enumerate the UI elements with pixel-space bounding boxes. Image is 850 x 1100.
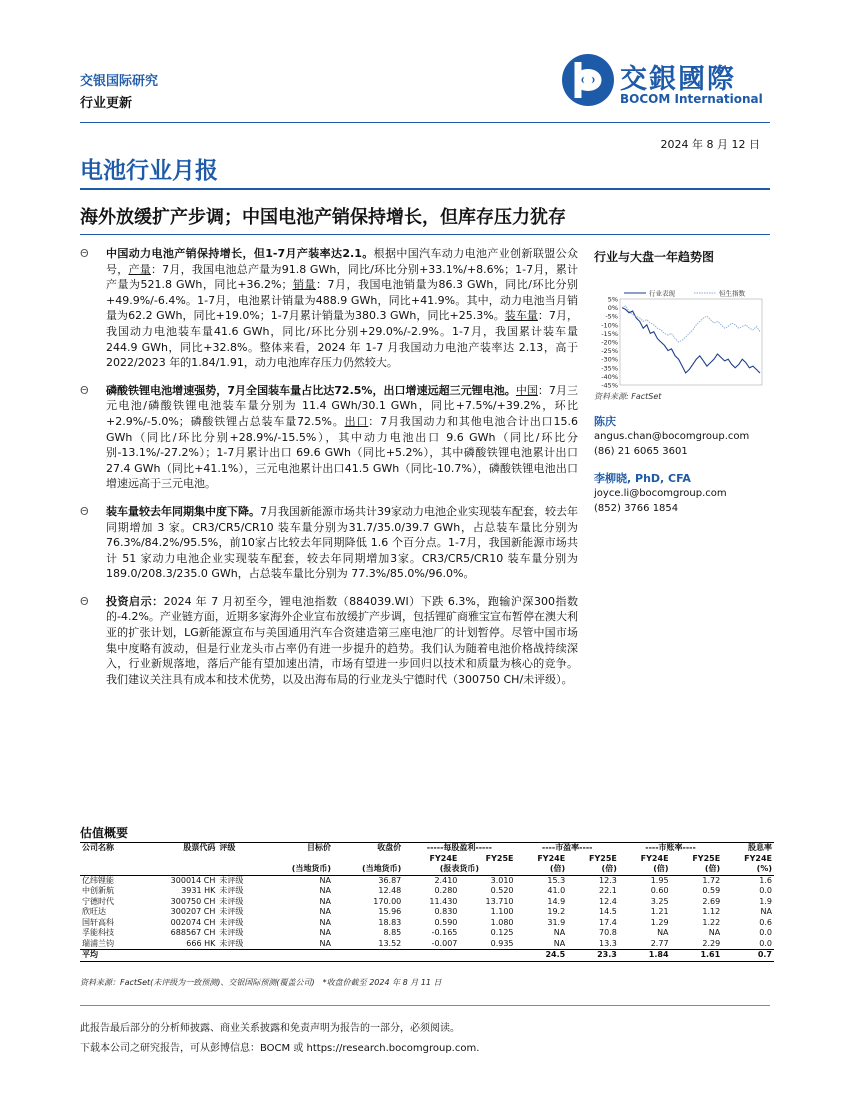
key-point-text: ：7月，我国动力电池装车量41.6 GWh，同比/环比分别+29.0%/-2.9%。1-7月，我国累计装车量244.9 GWh，同比+32.8%。整体来看，2024 年 1-7 月我国动力电池产装率达 2.13，高于 2022/2023 年的1.84/1.91，动力电池库存压力仍然较大。 xyxy=(106,309,578,370)
valuation-title: 估值概要 xyxy=(80,826,129,840)
table-cell: 1.100 xyxy=(490,907,514,916)
table-cell: 2.29 xyxy=(702,938,721,948)
table-cell: NA xyxy=(760,907,772,916)
chart-frame xyxy=(620,299,762,385)
chart-source: 资料来源: FactSet xyxy=(594,392,662,401)
table-cell: 41.0 xyxy=(547,886,566,895)
table-row xyxy=(80,886,774,897)
y-tick-label: -15% xyxy=(601,329,618,338)
table-cell: 8.85 xyxy=(383,928,402,937)
table-cell: NA xyxy=(319,896,332,906)
table-cell: 1.72 xyxy=(702,875,721,885)
table-cell: 70.8 xyxy=(599,928,617,937)
table-row xyxy=(80,928,774,939)
table-cell: 688567 CH xyxy=(170,928,216,937)
col-pe: ----市盈率---- xyxy=(541,843,593,852)
table-cell: 3931 HK xyxy=(181,886,216,895)
table-cell: 11.430 xyxy=(429,896,458,906)
table-cell: 170.00 xyxy=(373,896,402,906)
table-cell: 22.1 xyxy=(599,886,617,895)
table-cell: 1.080 xyxy=(490,917,514,927)
key-point-text: ：7月我国动力和其他电池合计出口15.6 GWh（同比/环比分别+28.9%/-15.5%），其中动力电池出口 9.6 GWh（同比/环比分别-13.1%/-27.2%）；1-7月累计出口 69.6 GWh（同比+5.2%），其中磷酸铁锂电池累计出口27.4 GWh（同比+41.1%），三元电池累计出口41.5 GWh（同比-10.7%），磷酸铁锂电池出口增速远高于三元电池。 xyxy=(106,414,578,491)
table-cell: 24.5 xyxy=(545,950,566,959)
table-cell: 0.0 xyxy=(759,938,772,948)
table-cell: NA xyxy=(657,928,669,937)
table-cell: NA xyxy=(553,938,566,948)
bullet-icon: Θ xyxy=(80,594,89,608)
y-tick-label: -30% xyxy=(601,355,618,364)
key-point-text: 7月我国新能源市场共计39家动力电池企业实现装车配套，较去年同期增加 3 家。CR3/CR5/CR10 装车量分别为31.7/35.0/39.7 GWh，占总装车量比分别为76.3%/84.2%/95.5%，前10家占比较去年同期降低 1.6 个百分点。1-7月，我国新能源市场共计 51 家动力电池企业实现装车配套，较去年同期增加3家。CR3/CR5/CR10 装车量分别为 189.0/208.3/235.0 GWh，占总装车量比分别为 77.3%/85.0%/96.0%。 xyxy=(106,504,578,581)
valuation-source: 资料来源：FactSet(未评级为一致预测)、交银国际预测(覆盖公司) *收盘价截至 2024 年 8 月 11 日 xyxy=(80,978,442,987)
table-cell: 13.52 xyxy=(378,938,402,948)
x-tick-label xyxy=(705,388,720,389)
analyst-card xyxy=(594,471,766,516)
table-cell: 14.5 xyxy=(599,907,617,916)
eps-fy24: FY24E xyxy=(429,853,458,863)
eps-fy25: FY25E xyxy=(485,853,514,863)
table-cell: 中创新航 xyxy=(82,886,114,895)
dy-unit: (%) xyxy=(756,864,772,873)
table-cell: 31.9 xyxy=(547,917,566,927)
dy-fy24: FY24E xyxy=(744,853,772,863)
x-tick-label xyxy=(661,388,680,389)
col-company: 公司名称 xyxy=(82,843,114,852)
valuation-table xyxy=(80,842,774,962)
col-rating: 评级 xyxy=(219,843,236,852)
pb-fy25: FY25E xyxy=(692,853,721,863)
table-cell: -0.007 xyxy=(431,938,458,948)
table-cell: -0.165 xyxy=(431,928,458,937)
table-cell: 孚能科技 xyxy=(82,928,114,937)
table-cell: 未评级 xyxy=(219,907,244,916)
col-code: 股票代码 xyxy=(183,843,216,852)
pb-unit-25: (倍) xyxy=(704,864,721,873)
table-row xyxy=(80,918,774,929)
table-cell: 亿纬锂能 xyxy=(82,875,114,885)
headline: 海外放缓扩产步调；中国电池产销保持增长，但库存压力犹存 xyxy=(80,207,566,228)
bullet-icon: Θ xyxy=(80,247,89,260)
table-cell: 12.4 xyxy=(599,896,617,906)
eps-unit: (报表货币) xyxy=(439,864,480,873)
table-cell: 2.410 xyxy=(434,875,458,885)
pb-unit-24: (倍) xyxy=(653,864,669,873)
table-cell: 300207 CH xyxy=(170,907,216,916)
pb-fy24: FY24E xyxy=(640,853,669,863)
key-point-text: 中国 xyxy=(515,383,538,397)
key-point-text: 销量 xyxy=(292,278,316,292)
table-cell: 15.3 xyxy=(547,875,566,885)
analyst-email[interactable]: joyce.li@bocomgroup.com xyxy=(594,488,727,499)
table-cell: 欣旺达 xyxy=(82,907,106,916)
table-row xyxy=(80,875,774,886)
table-cell: 0.7 xyxy=(757,950,772,959)
table-cell: 未评级 xyxy=(219,928,244,937)
table-cell: 瑞浦兰钧 xyxy=(82,938,114,948)
headline-divider xyxy=(80,234,770,235)
table-cell: 3.010 xyxy=(490,875,514,885)
sidebar xyxy=(594,248,766,516)
table-cell: 1.61 xyxy=(700,950,721,959)
table-cell: 14.9 xyxy=(547,896,566,906)
bullet-icon: Θ xyxy=(80,383,89,397)
analyst-phone: (86) 21 6065 3601 xyxy=(594,446,688,457)
table-cell: NA xyxy=(319,917,332,927)
table-cell: 国轩高科 xyxy=(82,917,114,927)
key-point-text: ：7月，我国电池总产量为91.8 GWh，同比/环比分别+33.1%/+8.6%；1-7月，累计产量为521.8 GWh，同比+36.2%； xyxy=(106,262,579,292)
logo-text-en: BOCOM International xyxy=(620,92,763,106)
analyst-name: 李柳晓, PhD, CFA xyxy=(594,472,691,485)
brand-name: 交银国际研究 xyxy=(80,74,159,89)
table-cell: 2.69 xyxy=(702,896,721,906)
table-cell: 0.125 xyxy=(490,928,514,937)
x-tick-label xyxy=(621,388,636,389)
target-unit: (当地货币) xyxy=(291,864,332,873)
table-cell: 0.60 xyxy=(650,886,669,895)
key-point-text: 根据中国汽车动力电池产业创新联盟公众号， xyxy=(106,247,579,276)
report-title: 电池行业月报 xyxy=(80,158,218,184)
y-tick-label: -25% xyxy=(601,347,618,356)
table-cell: 1.22 xyxy=(702,917,721,927)
table-cell: 0.520 xyxy=(490,886,514,895)
pe-fy24: FY24E xyxy=(537,853,566,863)
table-cell: 13.3 xyxy=(599,938,617,948)
download-info: 下载本公司之研究报告，可从彭博信息：BOCM 或 https://research.bocomgroup.com. xyxy=(80,1043,480,1054)
legend-label: 恒生指数 xyxy=(719,289,745,298)
table-cell: 0.59 xyxy=(702,886,721,895)
table-cell: 未评级 xyxy=(219,917,244,927)
key-point xyxy=(80,246,578,371)
series-line-0 xyxy=(622,308,760,373)
legend-label: 行业表现 xyxy=(649,289,675,298)
report-date: 2024 年 8 月 12 日 xyxy=(660,138,760,151)
close-unit: (当地货币) xyxy=(361,864,402,873)
analyst-phone: (852) 3766 1854 xyxy=(594,503,679,514)
table-cell: 1.9 xyxy=(759,896,772,906)
table-row xyxy=(80,907,774,918)
table-row xyxy=(80,897,774,908)
table-cell: 17.4 xyxy=(599,917,617,927)
col-pb: ----市账率---- xyxy=(645,843,696,852)
col-close: 收盘价 xyxy=(377,843,402,852)
table-cell: 12.48 xyxy=(378,886,402,895)
table-cell: 1.21 xyxy=(650,907,669,916)
table-cell: 0.280 xyxy=(434,886,458,895)
table-cell: 300750 CH xyxy=(170,896,216,906)
table-cell: NA xyxy=(708,928,721,937)
bullet-icon: Θ xyxy=(80,504,89,518)
logo-text-cn: 交銀國際 xyxy=(620,64,736,95)
key-point xyxy=(80,594,578,688)
key-point-text: 装车量 xyxy=(504,309,538,323)
table-cell: 1.6 xyxy=(759,875,772,885)
key-point-lead: 中国动力电池产销保持增长，但1-7月产装率达2.1。 xyxy=(106,247,374,260)
y-tick-label: -40% xyxy=(601,372,618,381)
table-cell: 666 HK xyxy=(186,938,216,948)
table-cell: 0.0 xyxy=(759,928,772,937)
disclaimer: 此报告最后部分的分析师披露、商业关系披露和免责声明为报告的一部分，必须阅读。 xyxy=(80,1023,460,1034)
table-cell: 1.84 xyxy=(648,950,669,959)
table-cell: 13.710 xyxy=(485,896,514,906)
trend-chart xyxy=(594,269,766,389)
table-cell: 18.83 xyxy=(378,917,402,927)
table-cell: 未评级 xyxy=(219,938,244,948)
trend-chart-title: 行业与大盘一年趋势图 xyxy=(594,250,715,264)
col-eps: -----每股盈利----- xyxy=(426,843,492,852)
header-divider xyxy=(80,122,770,123)
key-point-text: ：7月三元电池/磷酸铁锂电池装车量分别为 11.4 GWh/30.1 GWh，同比+7.5%/+39.2%，环比+2.9%/-5.0%；磷酸铁锂占总装车量72.5%。 xyxy=(106,383,578,428)
table-cell: 0.0 xyxy=(759,886,772,895)
y-tick-label: -45% xyxy=(601,381,618,389)
table-cell: NA xyxy=(319,907,332,916)
table-cell: NA xyxy=(319,886,332,895)
key-point-lead: 磷酸铁锂电池增速强势，7月全国装车量占比达72.5%，出口增速远超三元锂电池。 xyxy=(106,383,516,397)
key-point xyxy=(80,504,578,582)
table-cell: 15.96 xyxy=(378,907,402,916)
table-cell: 36.87 xyxy=(378,875,402,885)
table-cell: 19.2 xyxy=(547,907,566,916)
col-dy: 股息率 xyxy=(748,843,772,852)
key-point-text: ：7月，我国电池销量为86.3 GWh，同比/环比分别+49.9%/-6.4%。1-7月，电池累计销量为488.9 GWh，同比+41.9%。其中，动力电池当月销量为62.2 GWh，同比+19.0%；1-7月累计销量为380.3 GWh，同比+25.3%。 xyxy=(106,278,578,323)
analyst-card xyxy=(594,414,766,459)
table-cell: 宁德时代 xyxy=(82,896,114,906)
y-tick-label: -10% xyxy=(601,321,618,330)
table-cell: NA xyxy=(319,928,332,937)
table-row-average xyxy=(80,950,774,962)
table-cell: 未评级 xyxy=(219,886,244,895)
analyst-email[interactable]: angus.chan@bocomgroup.com xyxy=(594,431,750,442)
col-target: 目标价 xyxy=(307,843,332,852)
table-cell: 2.77 xyxy=(650,938,669,948)
table-row xyxy=(80,939,774,950)
report-category: 行业更新 xyxy=(80,96,133,111)
table-cell: 0.830 xyxy=(434,907,458,916)
key-point-text: 出口 xyxy=(344,414,369,428)
pe-fy25: FY25E xyxy=(589,853,617,863)
key-point-text: 产量 xyxy=(128,262,151,276)
table-cell: NA xyxy=(319,938,332,948)
table-cell: NA xyxy=(319,875,332,885)
table-cell: 0.935 xyxy=(490,938,514,948)
analyst-name: 陈庆 xyxy=(594,415,616,428)
key-points xyxy=(80,246,578,699)
table-cell: 0.6 xyxy=(759,917,772,927)
key-point-text: 2024 年 7 月初至今，锂电池指数（884039.WI）下跌 6.3%，跑输沪深300指数的-4.2%。产业链方面，近期多家海外企业宣布放缓扩产步调，包括锂矿商雅宝宣布暂停在澳大利亚的扩张计划，LG新能源宣布与美国通用汽车合资建造第三座电池厂的计划暂停。尽管中国市场集中度略有波动，但是行业龙头市占率仍有进一步提升的趋势。我们认为随着电池价格战持续深入，行业新规落地，落后产能有望加速出清，市场有望进一步回归以技术和质量为核心的竞争。我们建议关注具有成本和技术优势，以及出海布局的行业龙头宁德时代（300750 CH/未评级）。 xyxy=(106,594,579,686)
y-tick-label: -5% xyxy=(605,312,618,321)
table-cell: 1.95 xyxy=(650,875,669,885)
y-tick-label: -20% xyxy=(601,338,618,347)
table-cell: 300014 CH xyxy=(170,875,216,885)
key-point-lead: 投资启示： xyxy=(106,594,164,608)
table-cell: 未评级 xyxy=(219,896,244,906)
series-line-1 xyxy=(622,306,760,342)
table-cell: 0.590 xyxy=(434,917,458,927)
footer-divider xyxy=(80,1005,770,1006)
y-tick-label: -35% xyxy=(601,364,618,373)
pe-unit-24: (倍) xyxy=(549,864,566,873)
table-cell: 1.29 xyxy=(650,917,669,927)
key-point xyxy=(80,383,578,492)
y-tick-label: 5% xyxy=(607,295,618,304)
table-cell: 1.12 xyxy=(702,907,721,916)
table-cell: NA xyxy=(553,928,566,937)
table-cell: 未评级 xyxy=(219,875,244,885)
key-point-lead: 装车量较去年同期集中度下降。 xyxy=(106,504,260,518)
y-tick-label: 0% xyxy=(607,304,618,313)
table-cell: 3.25 xyxy=(650,896,669,906)
table-cell: 12.3 xyxy=(599,875,617,885)
pe-unit-25: (倍) xyxy=(601,864,617,873)
x-tick-label xyxy=(747,388,762,389)
table-cell: 002074 CH xyxy=(170,917,216,927)
bocom-logo-icon xyxy=(560,52,616,108)
title-divider xyxy=(80,188,770,190)
table-cell: 平均 xyxy=(82,950,98,959)
table-cell: 23.3 xyxy=(597,950,617,959)
